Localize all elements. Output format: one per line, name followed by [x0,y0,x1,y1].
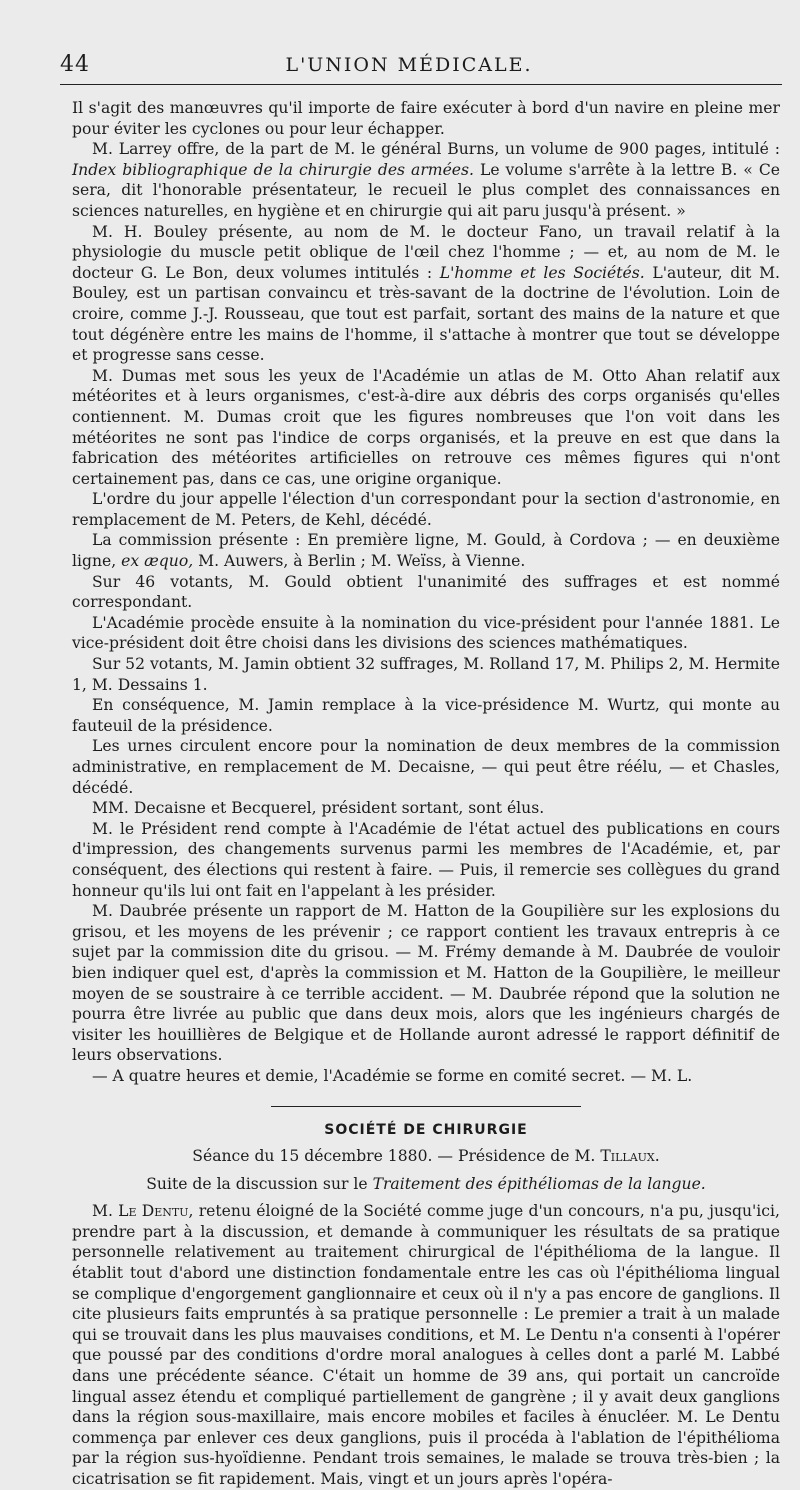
paragraph: Sur 52 votants, M. Jamin obtient 32 suffrages, M. Rolland 17, M. Philips 2, M. Hermite 1, M. Dessains 1. [72,655,780,694]
paragraph: M. Le Dentu, retenu éloigné de la Société comme juge d'un concours, n'a pu, jusqu'ici, prendre part à la discussion, et demande à communiquer les résultats de sa pratique personnelle relativement au traitement chirurgical de l'épithélioma de la langue. Il établit tout d'abord une distinction fondamentale entre les cas où l'épithélioma lingual se complique d'engorgement ganglionnaire et ceux où il n'y a pas encore de ganglions. Il cite plusieurs faits empruntés à sa pratique personnelle : Le premier a trait à un malade qui se trouvait dans les plus mauvaises conditions, et M. Le Dentu n'a consenti à l'opérer que poussé par des conditions d'ordre moral analogues à celles dont a parlé M. Labbé dans une précédente séance. C'était un homme de 39 ans, qui portait un cancroïde lingual assez étendu et compliqué partiellement de gangrène ; il y avait deux ganglions dans la région sous-maxillaire, mais encore mobiles et faciles à énucléer. M. Le Dentu commença par enlever ces deux ganglions, puis il procéda à l'ablation de l'épithélioma par la région sus-hyoïdienne. Pendant trois semaines, le malade se trouva très-bien ; la cicatrisation se fit rapidement. Mais, vingt et un jours après l'opéra- [72,1202,780,1488]
paragraph: En conséquence, M. Jamin remplace à la vice-présidence M. Wurtz, qui monte au fauteuil de la présidence. [72,696,780,735]
page-header [60,52,758,78]
paragraph: La commission présente : En première ligne, M. Gould, à Cordova ; — en deuxième ligne, ex æquo, M. Auwers, à Berlin ; M. Weïss, à Vienne. [72,531,780,571]
paragraph: — A quatre heures et demie, l'Académie se forme en comité secret. — M. L. [92,1066,693,1085]
paragraph: L'Académie procède ensuite à la nomination du vice-président pour l'année 1881. Le vice-président doit être choisi dans les divisions des sciences mathématiques. [72,613,780,653]
paragraph: M. Daubrée présente un rapport de M. Hatton de la Goupilière sur les explosions du grisou, et les moyens de les prévenir ; ce rapport contient les travaux entrepris à ce sujet par la commission dite du grisou. — M. Frémy demande à M. Daubrée de vouloir bien indiquer quel est, d'après la commission et M. Hatton de la Goupilière, le meilleur moyen de se soustraire à ce terrible accident. — M. Daubrée répond que la solution ne pourra être livrée au public que dans deux mois, alors que les ingénieurs chargés de visiter les houillières de Belgique et de Hollande auront adressé le rapport définitif de leurs observations. [72,902,780,1065]
section-divider [271,1106,581,1107]
paragraph: M. H. Bouley présente, au nom de M. le docteur Fano, un travail relatif à la physiologie du muscle petit oblique de l'œil chez l'homme ; — et, au nom de M. le docteur G. Le Bon, deux volumes intitulés : L'homme et les Sociétés. L'auteur, dit M. Bouley, est un partisan convaincu et très-savant de la doctrine de l'évolution. Loin de croire, comme J.-J. Rousseau, que tout est parfait, sortant des mains de la nature et que tout dégénère entre les mains de l'homme, il s'attache à montrer que tout se développe et progresse sans cesse. [72,222,780,365]
paragraph: Les urnes circulent encore pour la nomination de deux membres de la commission administrative, en remplacement de M. Decaisne, — qui peut être réélu, — et Chasles, décédé. [72,737,780,797]
journal-title: L'UNION MÉDICALE. [285,54,533,76]
paragraph: M. le Président rend compte à l'Académie de l'état actuel des publications en cours d'impression, des changements survenus parmi les membres de l'Académie, et, par conséquent, des élections qui restent à faire. — Puis, il remercie ses collègues du grand honneur qu'ils lui ont fait en l'appelant à les présider. [72,819,780,900]
paragraph: M. Dumas met sous les yeux de l'Académie un atlas de M. Otto Ahan relatif aux météorites et à leurs organismes, c'est-à-dire aux débris des corps organisés qu'elles contiennent. M. Dumas croit que les figures nombreuses que l'on voit dans les météorites ne sont pas l'indice de corps organisés, et la preuve en est que dans la fabrication des météorites artificielles on retrouve ces mêmes figures qui n'ont certainement pas, dans ce cas, une origine organique. [72,366,780,488]
section-title: SOCIÉTÉ DE CHIRURGIE [324,1121,528,1138]
paragraph: MM. Decaisne et Becquerel, président sortant, sont élus. [92,799,545,818]
session-line: Séance du 15 décembre 1880. — Présidence de M. Tillaux. [192,1147,660,1166]
paragraph: M. Larrey offre, de la part de M. le général Burns, un volume de 900 pages, intitulé : Index bibliographique de la chirurgie des armées. Le volume s'arrête à la lettre B. « Ce sera, dit l'honorable présentateur, le recueil le plus complet des connaissances en sciences naturelles, en hygiène et en chirurgie qui ait paru jusqu'à présent. » [72,140,780,220]
paragraph: Sur 46 votants, M. Gould obtient l'unanimité des suffrages et est nommé correspondant. [72,572,780,612]
header-rule [60,84,782,85]
article-body [72,98,780,1490]
discussion-subtitle: Suite de la discussion sur le Traitement des épithéliomas de la langue. [146,1174,706,1193]
paragraph: L'ordre du jour appelle l'élection d'un correspondant pour la section d'astronomie, en remplacement de M. Peters, de Kehl, décédé. [72,490,780,529]
page-number: 44 [60,52,90,77]
paragraph: Il s'agit des manœuvres qu'il importe de faire exécuter à bord d'un navire en pleine mer pour éviter les cyclones ou pour leur échapper. [72,99,780,138]
